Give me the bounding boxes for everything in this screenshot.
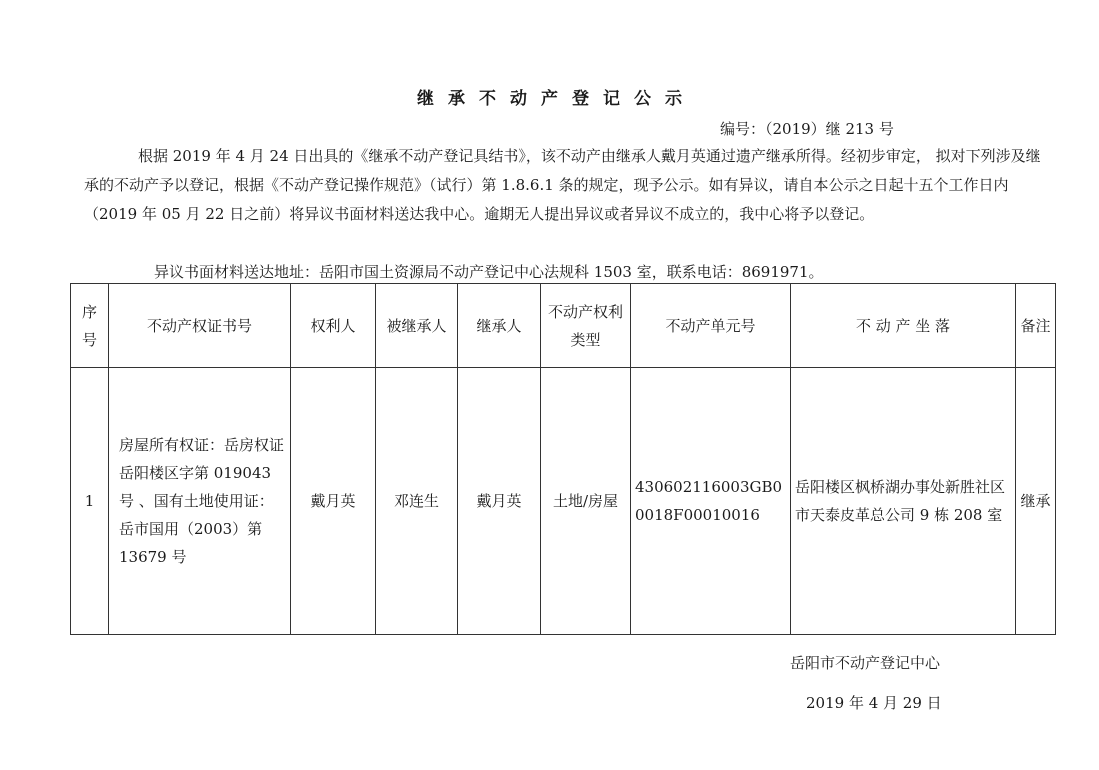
header-heir: 继承人 xyxy=(458,284,541,368)
notice-paragraph: 根据 2019 年 4 月 24 日出具的《继承不动产登记具结书》，该不动产由继承人戴月英通过遗产继承所得。经初步审定， 拟对下列涉及继承的不动产予以登记，根据《不动产登记操作规范》（试行）第 1.8.6.1 条的规定，现予公示。如有异议，请自本公示之日起十五个工作日内（2019 年 05 月 22 日之前）将异议书面材料送达我中心。逾期无人提出异议或者异议不成立的，我中心将予以登记。 xyxy=(84,147,1041,223)
cell-decedent: 邓连生 xyxy=(376,368,458,635)
cell-unit: 430602116003GB00018F00010016 xyxy=(631,368,791,635)
cell-right-type: 土地/房屋 xyxy=(541,368,631,635)
page-title: 继承不动产登记公示 xyxy=(417,89,696,109)
header-seq: 序号 xyxy=(71,284,109,368)
table-row xyxy=(71,368,1056,635)
header-decedent: 被继承人 xyxy=(376,284,458,368)
document-number: 编号：（2019）继 213 号 xyxy=(720,120,894,138)
table-header-row xyxy=(71,284,1056,368)
cell-location: 岳阳楼区枫桥湖办事处新胜社区市天泰皮革总公司 9 栋 208 室 xyxy=(791,368,1016,635)
cell-seq: 1 xyxy=(71,368,109,635)
header-cert: 不动产权证书号 xyxy=(109,284,291,368)
header-owner: 权利人 xyxy=(291,284,376,368)
header-unit: 不动产单元号 xyxy=(631,284,791,368)
cell-remark: 继承 xyxy=(1016,368,1056,635)
header-remark: 备注 xyxy=(1016,284,1056,368)
cell-owner: 戴月英 xyxy=(291,368,376,635)
cell-cert: 房屋所有权证：岳房权证岳阳楼区字第 019043 号 、国有土地使用证：岳市国用（2003）第 13679 号 xyxy=(109,368,291,635)
issuer-signature: 岳阳市不动产登记中心 xyxy=(790,654,941,672)
header-right-type: 不动产权利类型 xyxy=(541,284,631,368)
issue-date: 2019 年 4 月 29 日 xyxy=(806,694,942,712)
objection-address-paragraph: 异议书面材料送达地址：岳阳市国土资源局不动产登记中心法规科 1503 室，联系电话：8691971。 xyxy=(154,263,824,281)
registration-table xyxy=(70,283,1056,635)
cell-heir: 戴月英 xyxy=(458,368,541,635)
header-location: 不 动 产 坐 落 xyxy=(791,284,1016,368)
